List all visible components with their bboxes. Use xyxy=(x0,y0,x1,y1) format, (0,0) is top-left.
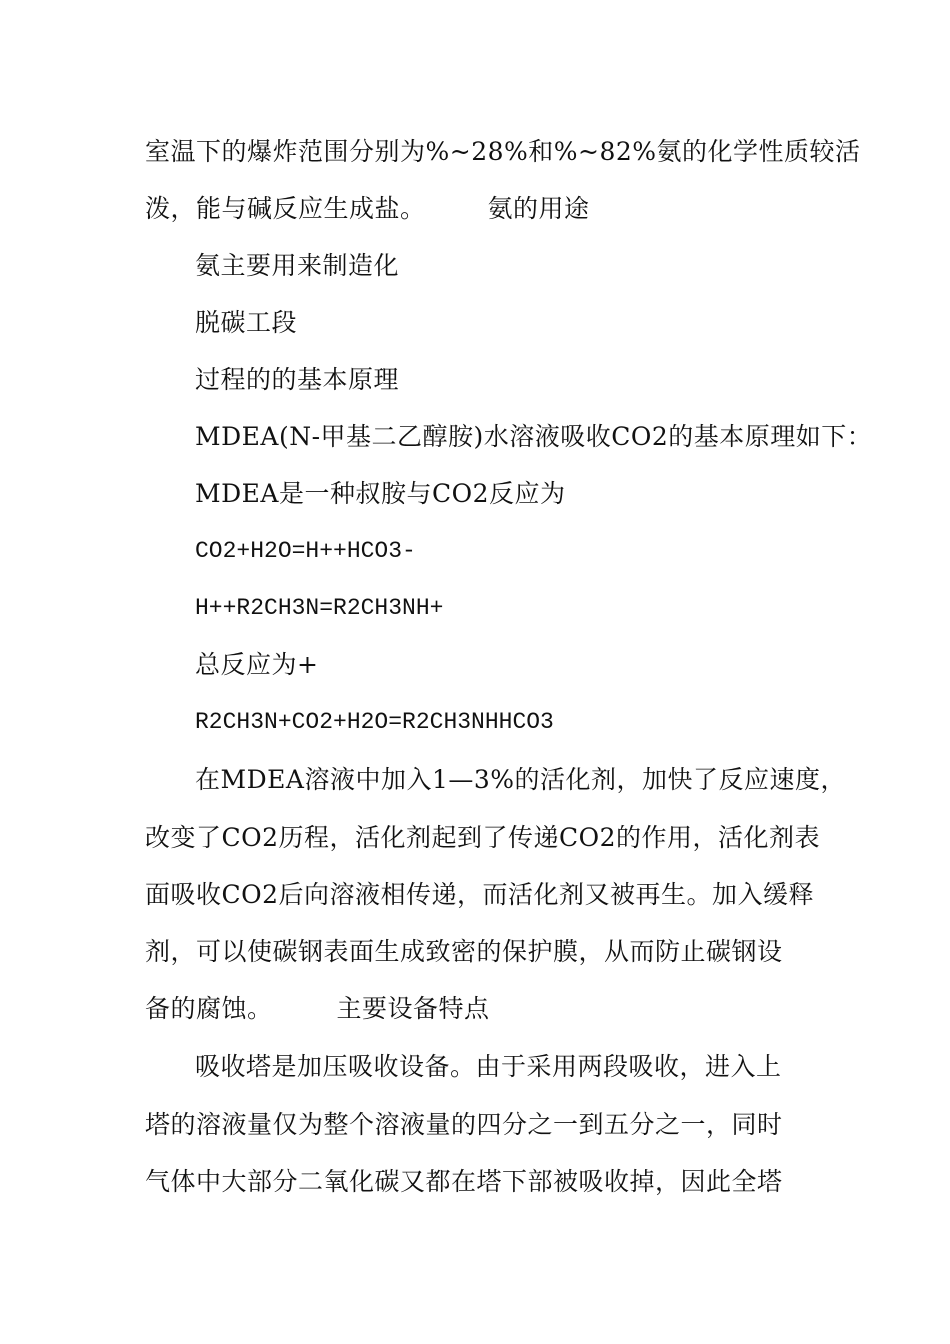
paragraph-1-line-2 xyxy=(145,193,590,225)
line-ammonia-use: 氨主要用来制造化 xyxy=(195,251,400,280)
tower-paragraph-line-2: 塔的溶液量仅为整个溶液量的四分之一到五分之一，同时 xyxy=(145,1110,783,1139)
tower-paragraph-line-3: 气体中大部分二氧化碳又都在塔下部被吸收掉，因此全塔 xyxy=(145,1167,783,1196)
activator-paragraph-line-4: 剂，可以使碳钢表面生成致密的保护膜，从而防止碳钢设 xyxy=(145,937,783,966)
activator-paragraph-line-3: 面吸收CO2后向溶液相传递，而活化剂又被再生。加入缓释 xyxy=(145,880,815,909)
section-heading-ammonia-use: 氨的用途 xyxy=(487,194,590,223)
activator-paragraph-line-1: 在MDEA溶液中加入1—3%的活化剂，加快了反应速度， xyxy=(195,765,847,794)
activator-paragraph-line-5 xyxy=(145,993,490,1025)
heading-basic-principle: 过程的的基本原理 xyxy=(195,365,400,394)
mdea-intro-line: MDEA(N-甲基二乙醇胺)水溶液吸收CO2的基本原理如下： xyxy=(195,422,873,451)
equation-3: R2CH3N+CO2+H2O=R2CH3NHHCO3 xyxy=(195,709,554,735)
text-span: 备的腐蚀。 xyxy=(145,994,273,1023)
text-span: 室温下的爆炸范围分别为%~28%和%~82%氨的化学性质较活 xyxy=(145,137,861,166)
equation-2: H++R2CH3N=R2CH3NH+ xyxy=(195,595,444,621)
mdea-reaction-intro-line: MDEA是一种叔胺与CO2反应为 xyxy=(195,479,566,508)
heading-decarb-section: 脱碳工段 xyxy=(195,308,298,337)
section-heading-equipment: 主要设备特点 xyxy=(336,994,490,1023)
paragraph-1-line-1 xyxy=(145,136,861,168)
tower-paragraph-line-1: 吸收塔是加压吸收设备。由于采用两段吸收，进入上 xyxy=(195,1052,782,1081)
text-span: 泼，能与碱反应生成盐。 xyxy=(145,194,426,223)
total-reaction-label: 总反应为+ xyxy=(195,650,319,679)
equation-1: CO2+H2O=H++HCO3- xyxy=(195,538,416,564)
activator-paragraph-line-2: 改变了CO2历程，活化剂起到了传递CO2的作用，活化剂表 xyxy=(145,823,821,852)
